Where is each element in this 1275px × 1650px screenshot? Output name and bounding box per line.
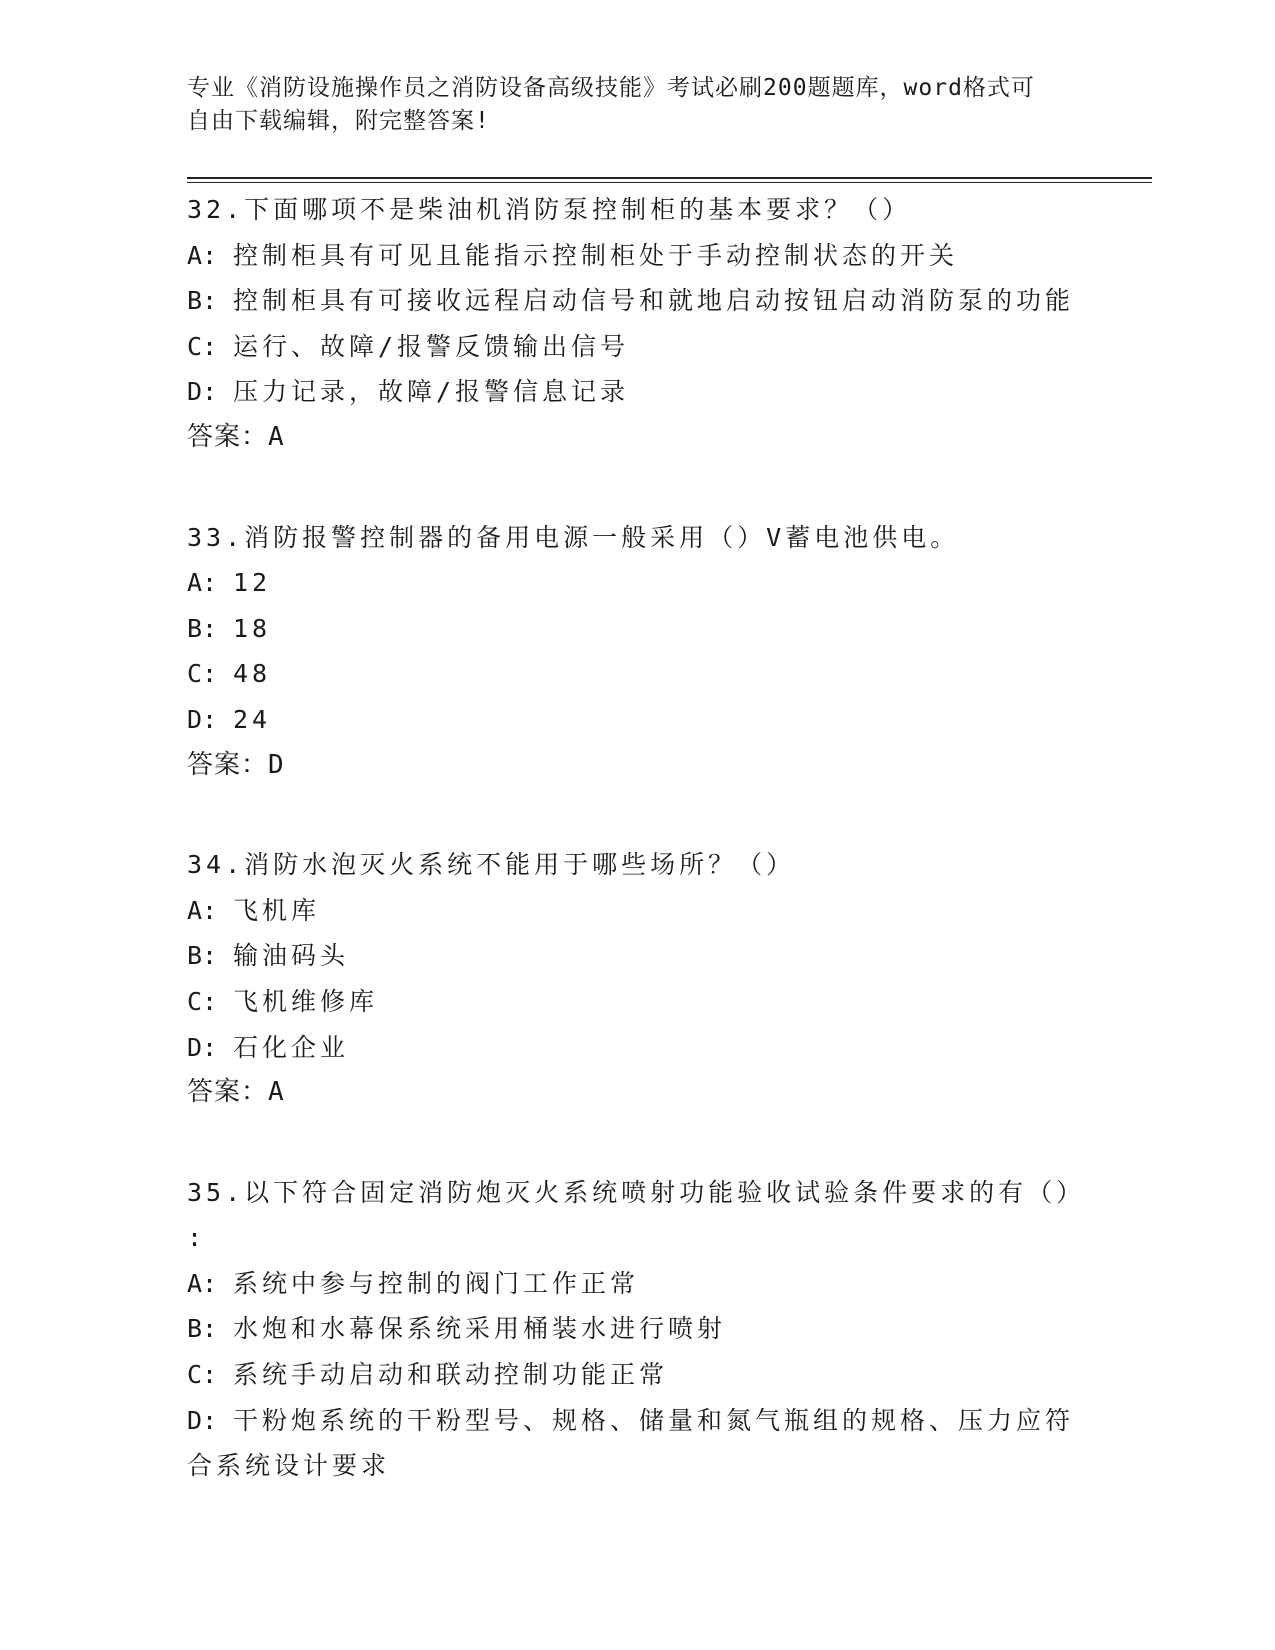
option-text: 控制柜具有可见且能指示控制柜处于手动控制状态的开关	[233, 240, 959, 270]
option-key: D:	[187, 1032, 218, 1062]
answer-value: A	[268, 421, 285, 452]
option-text: 18	[233, 613, 272, 643]
option-key: C:	[187, 1360, 218, 1390]
header-divider-thick	[187, 177, 1152, 179]
answer-label: 答案：	[187, 1077, 269, 1108]
option-text: 48	[233, 659, 272, 689]
option-text: 干粉炮系统的干粉型号、规格、储量和氮气瓶组的规格、压力应符	[233, 1405, 1075, 1435]
option-text: 控制柜具有可接收远程启动信号和就地启动按钮启动消防泵的功能	[233, 286, 1075, 316]
answer-line	[187, 743, 1087, 789]
option-key: D:	[187, 377, 218, 407]
answer-label: 答案：	[187, 421, 269, 452]
option-text: 输油码头	[233, 941, 350, 971]
option-a	[187, 560, 1087, 606]
option-key: B:	[187, 941, 218, 971]
option-d	[187, 697, 1087, 743]
question-34	[187, 842, 1087, 1116]
option-key: C:	[187, 986, 218, 1016]
option-a	[187, 233, 1087, 279]
option-d	[187, 1398, 1087, 1444]
option-d	[187, 1025, 1087, 1071]
option-text: 压力记录，故障/报警信息记录	[233, 377, 630, 407]
option-d	[187, 369, 1087, 415]
answer-line	[187, 415, 1087, 461]
option-key: C:	[187, 331, 218, 361]
option-key: D:	[187, 704, 218, 734]
option-key: B:	[187, 1314, 218, 1344]
header-line-1: 专业《消防设施操作员之消防设备高级技能》考试必刷200题题库，word格式可	[187, 75, 1035, 101]
option-text: 系统手动启动和联动控制功能正常	[233, 1360, 669, 1390]
option-text: 系统中参与控制的阀门工作正常	[233, 1268, 640, 1298]
option-text: 运行、故障/报警反馈输出信号	[233, 331, 630, 361]
header-divider-thin	[187, 182, 1152, 183]
question-35	[187, 1170, 1087, 1489]
header-line-2: 自由下载编辑，附完整答案!	[187, 108, 490, 134]
option-b	[187, 278, 1087, 324]
question-stem-continuation: :	[187, 1223, 207, 1253]
option-text: 12	[233, 568, 272, 598]
answer-value: A	[268, 1077, 285, 1108]
question-32	[187, 187, 1087, 461]
option-b	[187, 1306, 1087, 1352]
option-b	[187, 933, 1087, 979]
option-key: B:	[187, 286, 218, 316]
answer-value: D	[268, 749, 285, 780]
option-c	[187, 979, 1087, 1025]
option-text: 水炮和水幕保系统采用桶装水进行喷射	[233, 1314, 727, 1344]
option-c	[187, 1352, 1087, 1398]
question-stem: 33.消防报警控制器的备用电源一般采用（）V蓄电池供电。	[187, 522, 960, 552]
question-list	[187, 187, 1087, 1543]
option-text: 24	[233, 704, 272, 734]
option-c	[187, 651, 1087, 697]
option-d-continuation: 合系统设计要求	[187, 1451, 391, 1481]
option-c	[187, 324, 1087, 370]
question-33	[187, 515, 1087, 789]
question-stem: 32.下面哪项不是柴油机消防泵控制柜的基本要求？（）	[187, 195, 912, 224]
option-text: 飞机库	[233, 895, 321, 925]
option-text: 石化企业	[233, 1032, 350, 1062]
option-key: A:	[187, 1268, 218, 1298]
option-key: A:	[187, 895, 218, 925]
option-b	[187, 606, 1087, 652]
option-a	[187, 888, 1087, 934]
answer-line	[187, 1070, 1087, 1116]
option-key: A:	[187, 240, 218, 270]
option-key: D:	[187, 1405, 218, 1435]
answer-label: 答案：	[187, 749, 269, 780]
option-text: 飞机维修库	[233, 986, 379, 1016]
option-a	[187, 1261, 1087, 1307]
question-stem: 35.以下符合固定消防炮灭火系统喷射功能验收试验条件要求的有（）	[187, 1177, 1086, 1207]
option-key: A:	[187, 568, 218, 598]
option-key: C:	[187, 659, 218, 689]
question-stem: 34.消防水泡灭火系统不能用于哪些场所？（）	[187, 850, 796, 880]
option-key: B:	[187, 613, 218, 643]
document-header	[187, 72, 1077, 138]
